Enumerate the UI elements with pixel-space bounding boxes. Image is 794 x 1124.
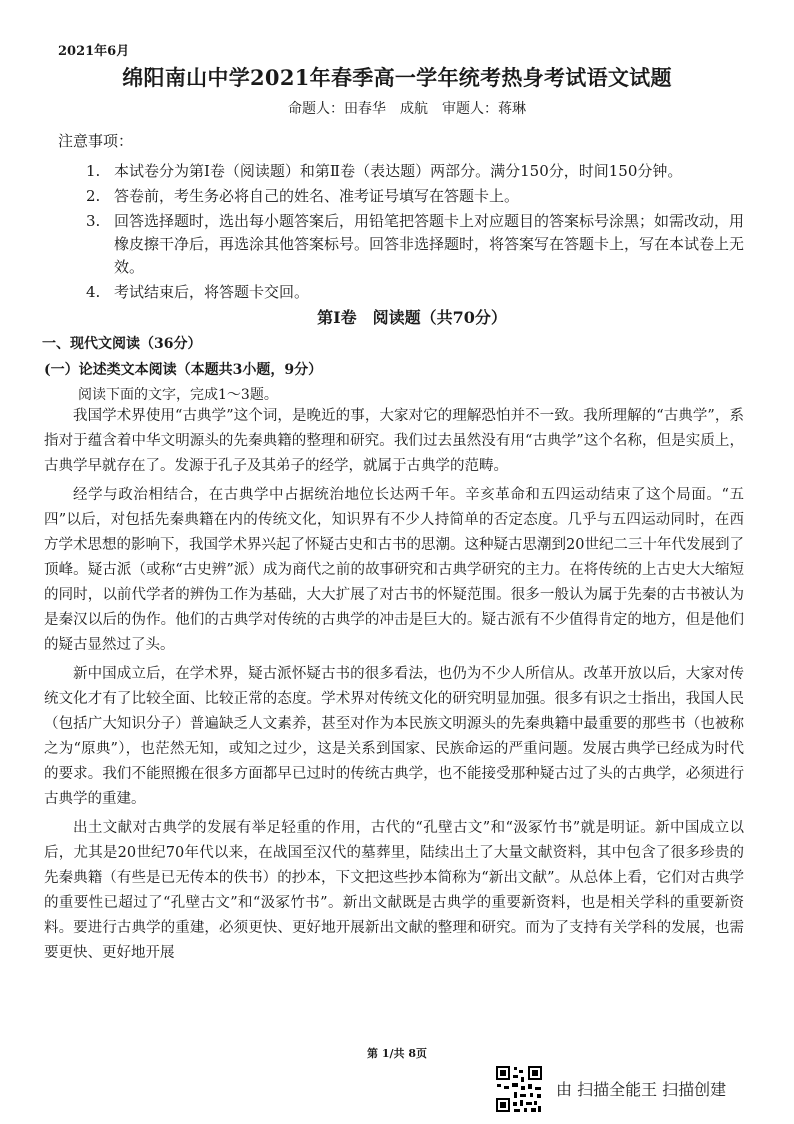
notice-item-text: 本试卷分为第Ⅰ卷（阅读题）和第Ⅱ卷（表达题）两部分。满分150分，时间150分钟。 xyxy=(114,162,683,180)
exam-authors: 命题人：田春华 成航 审题人：蒋琳 xyxy=(288,101,526,117)
article-paragraph: 出土文献对古典学的发展有举足轻重的作用，古代的“孔壁古文”和“汲冢竹书”就是明证。新中国成立以后，尤其是20世纪70年代以来，在战国至汉代的墓葬里，陆续出土了大量文献资料，其中包含了很多珍贵的先秦典籍（有些是已无传本的佚书）的抄本，下文把这些抄本简称为“新出文献”。从总体上看，它们对古典学的重要性已超过了“孔壁古文”和“汲冢竹书”。新出文献既是古典学的重要新资料，也是相关学科的重要新资料。要进行古典学的重建，必须更快、更好地开展新出文献的整理和研究。而为了支持有关学科的发展，也需要更快、更好地开展 xyxy=(44,820,744,961)
notice-item-number: 3. xyxy=(86,212,101,230)
notice-heading: 注意事项： xyxy=(58,132,134,150)
article-paragraph: 经学与政治相结合，在古典学中占据统治地位长达两千年。辛亥革命和五四运动结束了这个局面。“五四”以后，对包括先秦典籍在内的传统文化，知识界有不少人持简单的否定态度。几乎与五四运动同时，在西方学术思想的影响下，我国学术界兴起了怀疑古史和古书的思潮。这种疑古思潮到20世纪二三十年代发展到了顶峰。疑古派（或称“古史辨”派）成为商代之前的故事研究和古典学研究的主力。在将传统的上古史大大缩短的同时，以前代学者的辨伪工作为基础，大大扩展了对古书的怀疑范围。很多一般认为属于先秦的古书被认为是秦汉以后的伪作。他们的古典学对传统的古典学的冲击是巨大的。疑古派有不少值得肯定的地方，但是他们的疑古显然过了头。 xyxy=(44,487,744,653)
notice-item-number: 1. xyxy=(86,162,101,180)
notice-item xyxy=(86,281,746,304)
section-heading: 一、现代文阅读（36分） xyxy=(42,336,202,352)
notice-item-number: 2. xyxy=(86,187,101,205)
notice-item-text: 答卷前，考生务必将自己的姓名、准考证号填写在答题卡上。 xyxy=(114,187,520,205)
article-paragraph: 新中国成立后，在学术界，疑古派怀疑古书的很多看法，也仍为不少人所信从。改革开放以后，大家对传统文化才有了比较全面、比较正常的态度。学术界对传统文化的研究明显加强。很多有识之士指出，我国人民（包括广大知识分子）普遍缺乏人文素养，甚至对作为本民族文明源头的先秦典籍中最重要的那些书（也被称之为“原典”），也茫然无知，或知之过少，这是关系到国家、民族命运的严重问题。发展古典学已经成为时代的要求。我们不能照搬在很多方面都早已过时的传统古典学，也不能接受那种疑古过了头的古典学，必须进行古典学的重建。 xyxy=(44,666,744,807)
qr-code-icon xyxy=(494,1064,544,1114)
scanner-watermark: 由 扫描全能王 扫描创建 xyxy=(556,1080,727,1099)
exam-title: 绵阳南山中学2021年春季高一学年统考热身考试语文试题 xyxy=(122,65,672,90)
exam-date: 2021年6月 xyxy=(58,44,130,59)
article-paragraph: 我国学术界使用“古典学”这个词，是晚近的事，大家对它的理解恐怕并不一致。我所理解的“古典学”，系指对于蕴含着中华文明源头的先秦典籍的整理和研究。我们过去虽然没有用“古典学”这个名称，但是实质上，古典学早就存在了。发源于孔子及其弟子的经学，就属于古典学的范畴。 xyxy=(44,408,744,474)
notice-item-text: 考试结束后，将答题卡交回。 xyxy=(114,283,310,301)
subsection-heading: (一）论述类文本阅读（本题共3小题，9分） xyxy=(44,362,323,378)
page-number: 第 1/共 8页 xyxy=(367,1047,427,1060)
part-title: 第Ⅰ卷 阅读题（共70分） xyxy=(317,308,507,327)
article-body xyxy=(44,404,744,966)
notice-item-number: 4. xyxy=(86,283,101,301)
reading-instruction: 阅读下面的文字，完成1～3题。 xyxy=(78,387,278,403)
notice-item-text: 回答选择题时，选出每小题答案后，用铅笔把答题卡上对应题目的答案标号涂黑；如需改动，用橡皮擦干净后，再选涂其他答案标号。回答非选择题时，将答案写在答题卡上，写在本试卷上无效。 xyxy=(114,212,745,276)
notice-item xyxy=(86,185,746,208)
notice-list xyxy=(86,160,746,306)
notice-item xyxy=(86,210,746,279)
notice-item xyxy=(86,160,746,183)
